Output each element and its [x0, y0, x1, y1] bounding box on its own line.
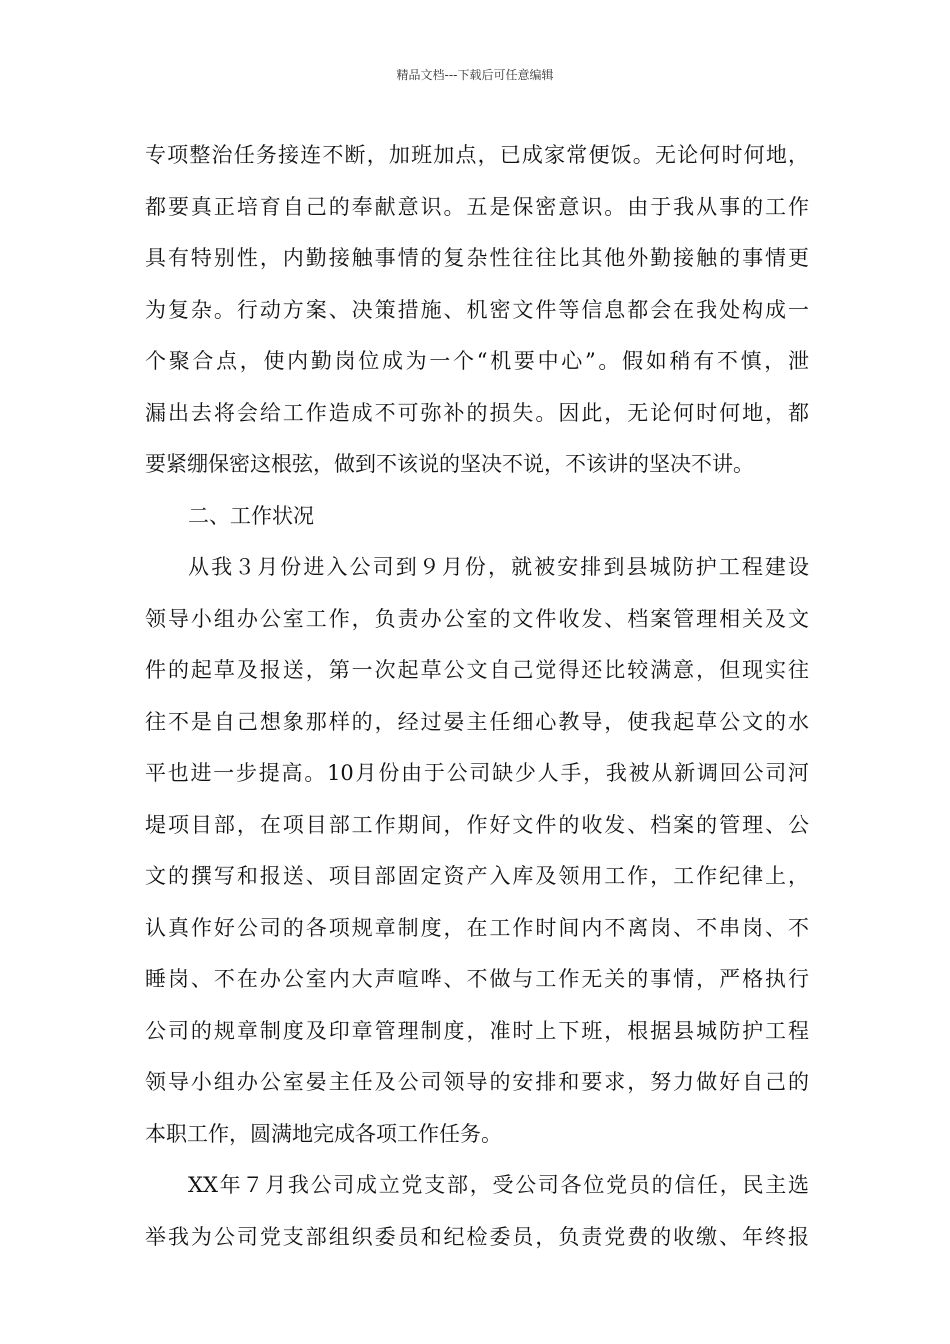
- text-line: 为复杂。行动方案、决策措施、机密文件等信息都会在我处构成一: [145, 297, 809, 322]
- text-line: 要紧绷保密这根弦，做到不该说的坚决不说，不该讲的坚决不讲。: [145, 452, 754, 476]
- text-line: 往不是自己想象那样的，经过晏主任细心教导，使我起草公文的水: [145, 709, 809, 734]
- text-line: 领导小组办公室晏主任及公司领导的安排和要求，努力做好自己的: [145, 1070, 809, 1094]
- text-line: 领导小组办公室工作，负责办公室的文件收发、档案管理相关及文: [145, 606, 809, 631]
- text-line: 件的起草及报送，第一次起草公文自己觉得还比较满意，但现实往: [145, 658, 809, 682]
- paragraph-1: [145, 130, 809, 491]
- text-line: 本职工作，圆满地完成各项工作任务。: [145, 1121, 502, 1146]
- page-header: 精品文档---下载后可任意编辑: [396, 68, 554, 82]
- text-line: 公司的规章制度及印章管理制度，准时上下班，根据县城防护工程: [145, 1018, 809, 1043]
- text-line: 专项整治任务接连不断，加班加点，已成家常便饭。无论何时何地，: [145, 143, 809, 167]
- text-line: 睡岗、不在办公室内大声喧哗、不做与工作无关的事情，严格执行: [145, 967, 809, 991]
- text-line: 堤项目部，在项目部工作期间，作好文件的收发、档案的管理、公: [145, 812, 809, 837]
- text-line: XX年７月我公司成立党支部，受公司各位党员的信任，民主选: [188, 1173, 809, 1197]
- text-line: 都要真正培育自己的奉献意识。五是保密意识。由于我从事的工作: [145, 194, 809, 219]
- text-line: 文的撰写和报送、项目部固定资产入库及领用工作，工作纪律上，: [145, 864, 809, 888]
- text-line: 个聚合点，使内勤岗位成为一个“机要中心”。假如稍有不慎，泄: [145, 349, 809, 373]
- text-line: 具有特别性，内勤接触事情的复杂性往往比其他外勤接触的事情更: [145, 246, 809, 270]
- section-heading: [145, 491, 809, 543]
- document-body: [145, 130, 809, 1263]
- text-line: 认真作好公司的各项规章制度，在工作时间内不离岗、不串岗、不: [145, 915, 809, 940]
- paragraph-3: [145, 1160, 809, 1263]
- text-line: 平也进一步提高。10月份由于公司缺少人手，我被从新调回公司河: [145, 761, 809, 785]
- text-line: 举我为公司党支部组织委员和纪检委员，负责党费的收缴、年终报: [145, 1224, 809, 1249]
- text-line: 漏出去将会给工作造成不可弥补的损失。因此，无论何时何地，都: [145, 400, 809, 425]
- text-line: 从我３月份进入公司到９月份，就被安排到县城防护工程建设: [188, 555, 809, 579]
- heading-line: 二、工作状况: [188, 503, 314, 528]
- paragraph-2: [145, 542, 809, 1160]
